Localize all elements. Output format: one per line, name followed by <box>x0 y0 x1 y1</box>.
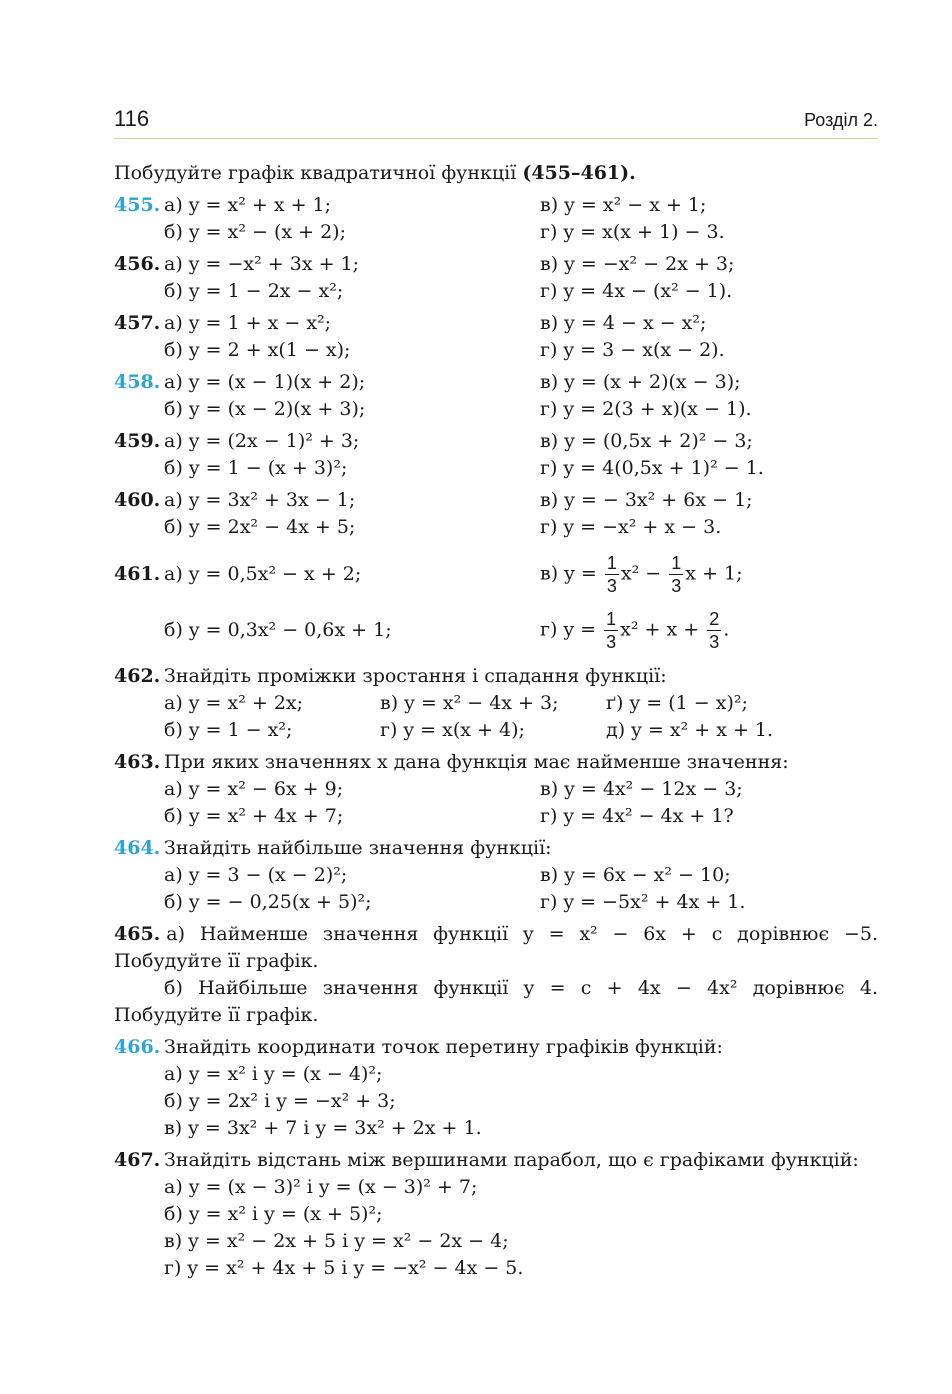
page-header <box>114 104 878 139</box>
item-a: а) y = x² + 2x; <box>164 692 304 714</box>
item-g: г) y = −5x² + 4x + 1. <box>540 891 746 913</box>
exercise-456 <box>114 251 878 305</box>
exercise-task: Знайдіть найбільше значення функції: <box>164 837 552 859</box>
item-a: а) y = 1 + x − x²; <box>164 312 332 334</box>
item-v: в) y = 6x − x² − 10; <box>540 864 731 886</box>
exercise-465 <box>114 921 878 1029</box>
item-a: а) y = 3 − (x − 2)²; <box>164 864 348 886</box>
item-b: б) y = 1 − x²; <box>164 719 293 741</box>
item-g-prefix: г) y = <box>540 618 597 640</box>
exercise-455 <box>114 192 878 246</box>
exercise-task: Знайдіть відстань між вершинами парабол, що є графіками функцій: <box>164 1149 859 1171</box>
item-b: б) Найбільше значення функції y = c + 4x − 4x² дорівнює 4. Побудуйте її графік. <box>114 977 878 1026</box>
item-b: б) y = 1 − 2x − x²; <box>164 280 344 302</box>
item-v: в) y = x² − 4x + 3; <box>380 692 559 714</box>
fraction-two-thirds <box>707 608 721 653</box>
item-a: а) y = x² і y = (x − 4)²; <box>164 1063 383 1085</box>
fraction-one-third <box>604 608 618 653</box>
item-a: а) y = (x − 1)(x + 2); <box>164 371 366 393</box>
denominator: 3 <box>709 631 720 652</box>
item-v: в) y = x² − x + 1; <box>540 194 707 216</box>
intro-paragraph <box>114 158 878 188</box>
exercise-462 <box>114 663 878 744</box>
item-g: г) y = −x² + x − 3. <box>540 516 722 538</box>
item-g: г) y = 4x² − 4x + 1? <box>540 805 734 827</box>
exercise-467 <box>114 1147 878 1282</box>
denominator: 3 <box>606 631 617 652</box>
item-a: а) Найменше значення функції y = x² − 6x + c дорівнює −5. Побудуйте її графік. <box>114 923 878 972</box>
item-a: а) y = x² + x + 1; <box>164 194 332 216</box>
item-g: г) y = x² + 4x + 5 і y = −x² − 4x − 5. <box>164 1257 524 1279</box>
exercise-463 <box>114 749 878 830</box>
item-b: б) y = 1 − (x + 3)²; <box>164 457 348 479</box>
item-v: в) y = 3x² + 7 і y = 3x² + 2x + 1. <box>164 1117 482 1139</box>
item-b: б) y = 0,3x² − 0,6x + 1; <box>164 619 392 641</box>
item-v: в) y = x² − 2x + 5 і y = x² − 2x − 4; <box>164 1230 509 1252</box>
item-g: г) y = 4x − (x² − 1). <box>540 280 733 302</box>
item-a: а) y = −x² + 3x + 1; <box>164 253 360 275</box>
exercise-number: 465. <box>114 923 161 945</box>
exercise-461 <box>114 546 878 658</box>
item-a-paragraph <box>114 921 878 975</box>
item-g1: ґ) y = (1 − x)²; <box>606 692 748 714</box>
item-b: б) y = 2 + x(1 − x); <box>164 339 351 361</box>
exercise-number: 466. <box>114 1036 161 1058</box>
item-b: б) y = 2x² і y = −x² + 3; <box>164 1090 396 1112</box>
exercise-number: 463. <box>114 751 161 773</box>
section-label: Розділ 2. <box>804 110 878 130</box>
item-g: г) y = 4(0,5x + 1)² − 1. <box>540 457 764 479</box>
exercise-number: 459. <box>114 430 161 452</box>
numerator: 1 <box>606 552 617 573</box>
item-v <box>540 552 878 597</box>
item-g-end: . <box>723 618 730 640</box>
item-b: б) y = x² + 4x + 7; <box>164 805 344 827</box>
item-a: а) y = 3x² + 3x − 1; <box>164 489 356 511</box>
intro-text: Побудуйте графік квадратичної функції <box>114 162 523 184</box>
item-a: а) y = (x − 3)² і y = (x − 3)² + 7; <box>164 1176 478 1198</box>
item-a: а) y = x² − 6x + 9; <box>164 778 344 800</box>
item-b: б) y = x² і y = (x + 5)²; <box>164 1203 383 1225</box>
item-g: г) y = x(x + 1) − 3. <box>540 221 725 243</box>
exercise-number: 455. <box>114 194 161 216</box>
item-v-mid: x² − <box>620 562 662 584</box>
item-v: в) y = − 3x² + 6x − 1; <box>540 489 753 511</box>
item-a: а) y = 0,5x² − x + 2; <box>164 563 362 585</box>
denominator: 3 <box>606 575 617 596</box>
item-v-end: x + 1; <box>685 562 743 584</box>
item-g: г) y = 3 − x(x − 2). <box>540 339 725 361</box>
numerator: 1 <box>671 552 682 573</box>
item-v: в) y = 4 − x − x²; <box>540 312 707 334</box>
item-v: в) y = 4x² − 12x − 3; <box>540 778 743 800</box>
item-g: г) y = 2(3 + x)(x − 1). <box>540 398 752 420</box>
page-number: 116 <box>114 106 150 131</box>
exercise-number: 464. <box>114 837 161 859</box>
intro-range: (455–461). <box>522 162 636 184</box>
exercise-number: 458. <box>114 371 161 393</box>
exercise-457 <box>114 310 878 364</box>
numerator: 2 <box>709 608 720 629</box>
item-b: б) y = x² − (x + 2); <box>164 221 346 243</box>
exercise-number: 456. <box>114 253 161 275</box>
denominator: 3 <box>671 575 682 596</box>
exercise-task: При яких значеннях x дана функція має найменше значення: <box>164 751 789 773</box>
exercise-number: 457. <box>114 312 161 334</box>
item-v: в) y = −x² − 2x + 3; <box>540 253 735 275</box>
exercise-458 <box>114 369 878 423</box>
item-b: б) y = (x − 2)(x + 3); <box>164 398 366 420</box>
exercise-number: 461. <box>114 563 161 585</box>
item-v: в) y = (0,5x + 2)² − 3; <box>540 430 753 452</box>
exercise-459 <box>114 428 878 482</box>
exercise-460 <box>114 487 878 541</box>
exercise-task: Знайдіть проміжки зростання і спадання функції: <box>164 665 667 687</box>
exercise-number: 462. <box>114 665 161 687</box>
page-content <box>114 158 878 1287</box>
numerator: 1 <box>606 608 617 629</box>
item-g-mid: x² + x + <box>620 618 700 640</box>
fraction-one-third <box>669 552 683 597</box>
item-d: д) y = x² + x + 1. <box>606 719 774 741</box>
exercise-number: 460. <box>114 489 161 511</box>
item-v: в) y = (x + 2)(x − 3); <box>540 371 741 393</box>
exercise-466 <box>114 1034 878 1142</box>
item-b: б) y = − 0,25(x + 5)²; <box>164 891 372 913</box>
exercise-task: Знайдіть координати точок перетину графіків функцій: <box>164 1036 723 1058</box>
item-v-prefix: в) y = <box>540 562 597 584</box>
item-g <box>540 608 878 653</box>
fraction-one-third <box>605 552 619 597</box>
item-a: а) y = (2x − 1)² + 3; <box>164 430 360 452</box>
exercise-464 <box>114 835 878 916</box>
item-b: б) y = 2x² − 4x + 5; <box>164 516 356 538</box>
item-g: г) y = x(x + 4); <box>380 719 525 741</box>
exercise-number: 467. <box>114 1149 161 1171</box>
